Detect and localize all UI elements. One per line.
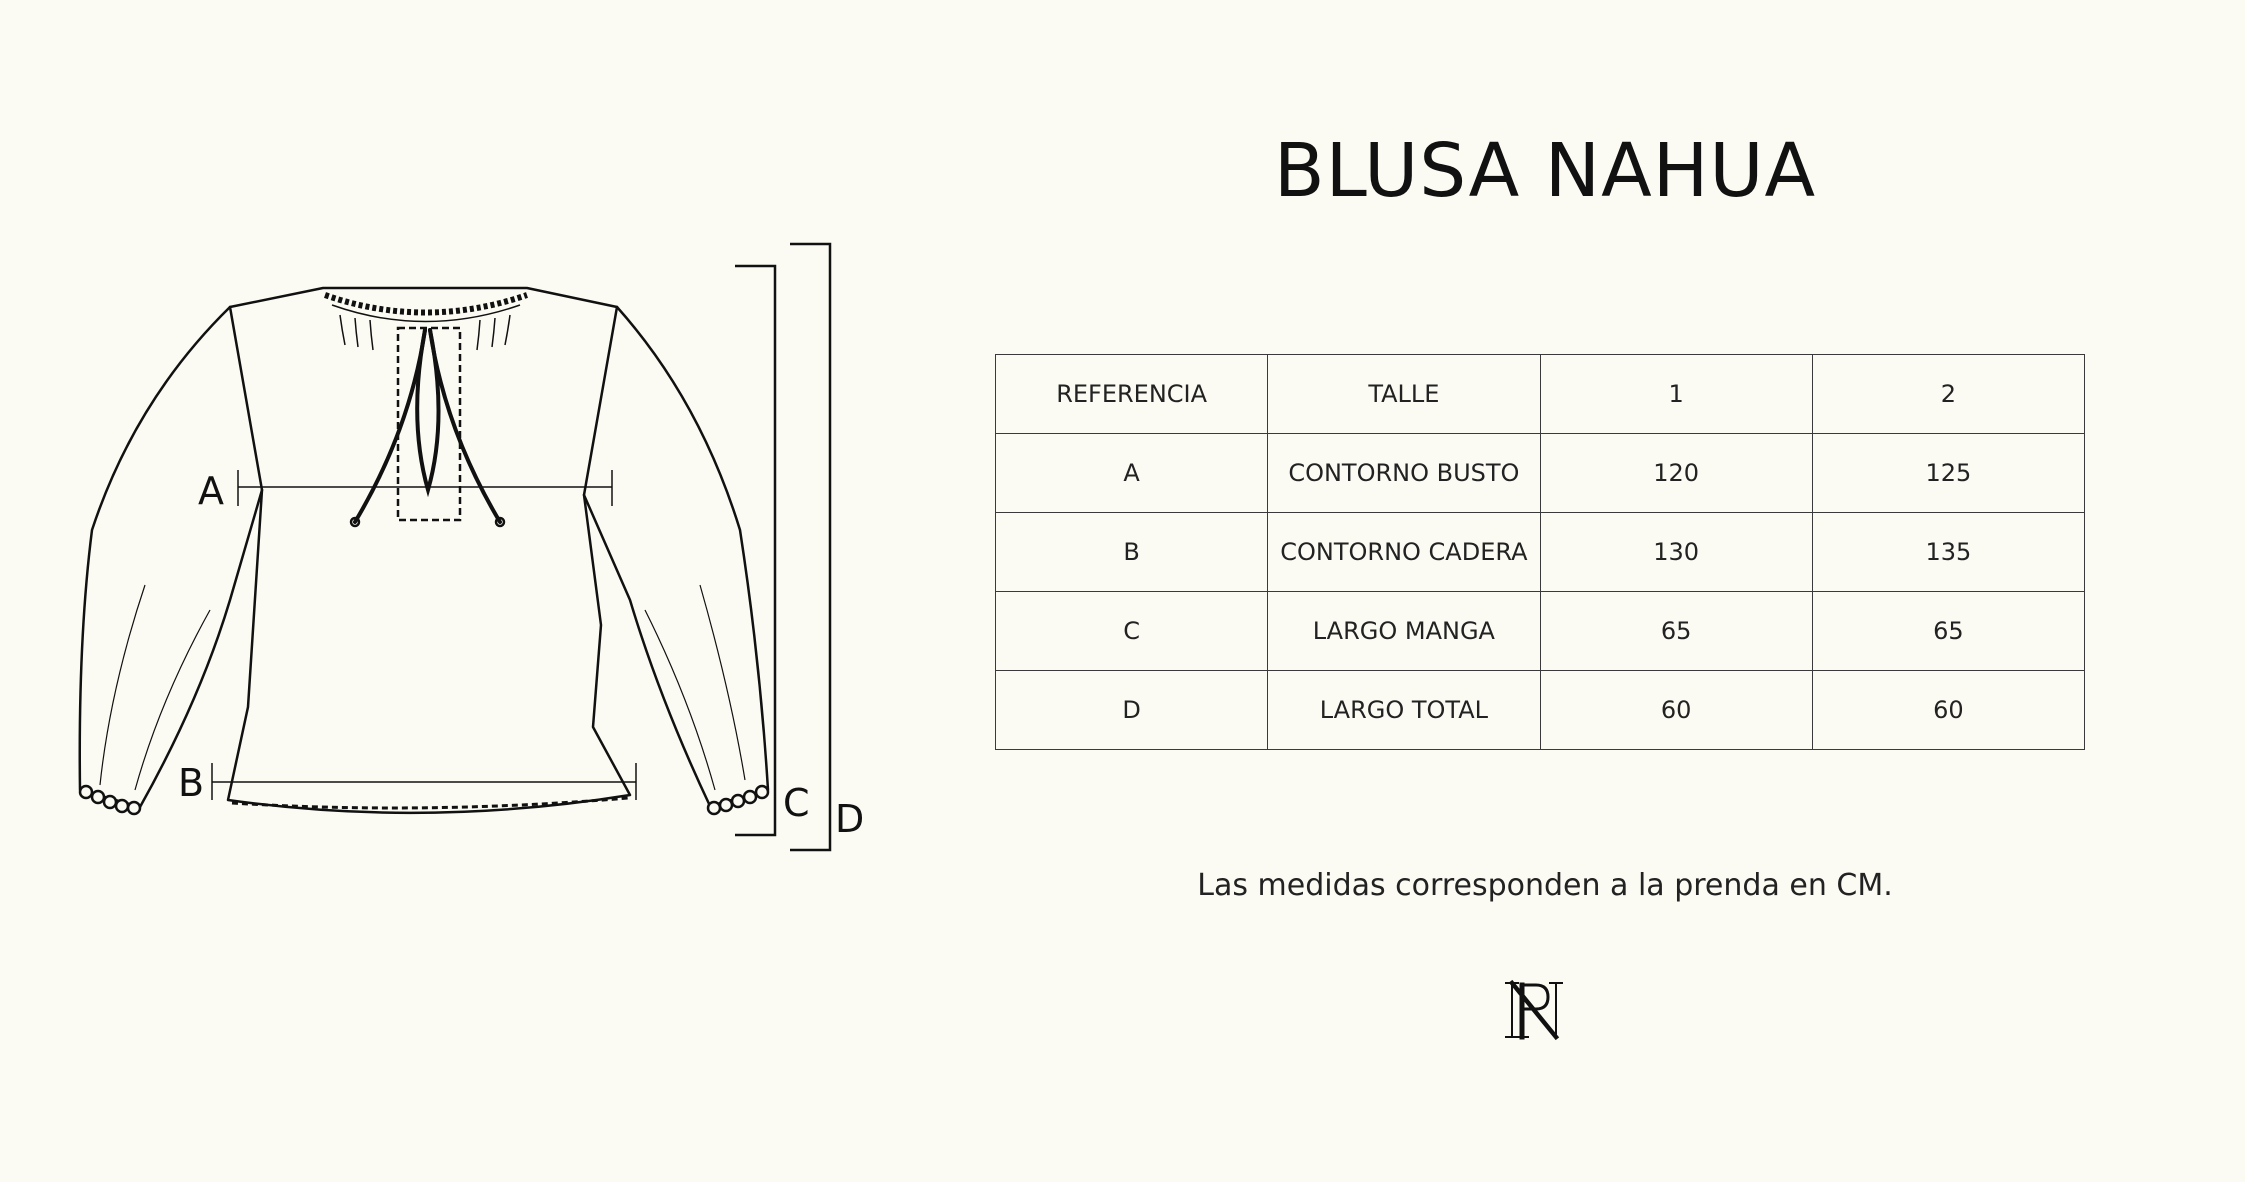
table-header-row xyxy=(996,355,2085,434)
table-row xyxy=(996,671,2085,750)
product-title: BLUSA NAHUA xyxy=(1273,128,1817,214)
blouse-diagram xyxy=(0,0,900,900)
table-row xyxy=(996,592,2085,671)
header-cell: TALLE xyxy=(1268,355,1540,434)
size-1-cell: 60 xyxy=(1540,671,1812,750)
label-b: B xyxy=(178,761,205,805)
ref-cell: D xyxy=(996,671,1268,750)
measure-name-cell: CONTORNO CADERA xyxy=(1268,513,1540,592)
measure-name-cell: CONTORNO BUSTO xyxy=(1268,434,1540,513)
header-cell: 2 xyxy=(1812,355,2084,434)
right-sleeve xyxy=(584,307,768,806)
blouse-illustration xyxy=(0,0,900,900)
table-row xyxy=(996,434,2085,513)
blouse-outline xyxy=(228,288,630,813)
ref-cell: B xyxy=(996,513,1268,592)
label-d: D xyxy=(835,797,865,841)
measure-c xyxy=(735,266,775,835)
size-table xyxy=(995,354,2085,750)
size-2-cell: 135 xyxy=(1812,513,2084,592)
measure-name-cell: LARGO TOTAL xyxy=(1268,671,1540,750)
measure-name-cell: LARGO MANGA xyxy=(1268,592,1540,671)
measurement-note: Las medidas corresponden a la prenda en CM. xyxy=(1197,868,1893,903)
size-2-cell: 65 xyxy=(1812,592,2084,671)
measure-b xyxy=(212,763,636,800)
logo-mark xyxy=(1500,975,1570,1045)
size-1-cell: 65 xyxy=(1540,592,1812,671)
measure-d xyxy=(790,244,830,850)
size-1-cell: 120 xyxy=(1540,434,1812,513)
label-a: A xyxy=(198,469,224,513)
header-cell: 1 xyxy=(1540,355,1812,434)
table-row xyxy=(996,513,2085,592)
header-cell: REFERENCIA xyxy=(996,355,1268,434)
size-1-cell: 130 xyxy=(1540,513,1812,592)
size-2-cell: 125 xyxy=(1812,434,2084,513)
ref-cell: A xyxy=(996,434,1268,513)
neckline-stitch xyxy=(325,295,527,313)
size-2-cell: 60 xyxy=(1812,671,2084,750)
pn-monogram-logo xyxy=(1500,975,1570,1045)
ref-cell: C xyxy=(996,592,1268,671)
label-c: C xyxy=(783,781,810,825)
